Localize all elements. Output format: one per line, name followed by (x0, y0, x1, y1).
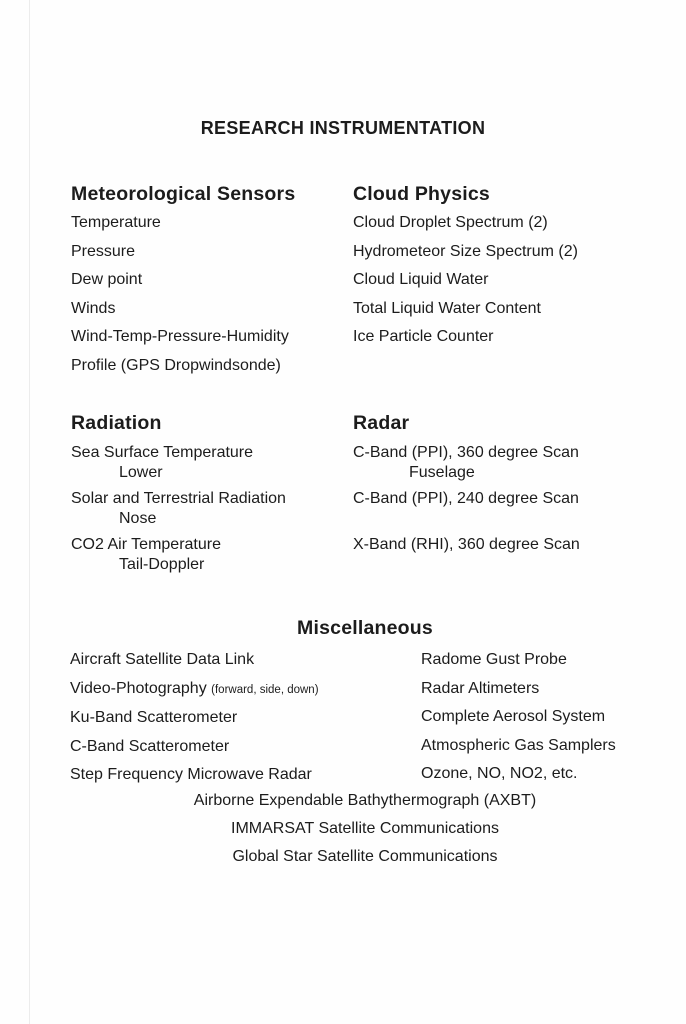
list-item: Wind-Temp-Pressure-Humidity (71, 328, 289, 345)
list-item (71, 489, 286, 529)
item-main: Solar and Terrestrial Radiation (71, 490, 286, 507)
video-note: (forward, side, down) (211, 683, 319, 696)
item-sub (353, 555, 580, 575)
item-sub: Tail-Doppler (119, 556, 205, 573)
item-sub: Fuselage (409, 464, 475, 481)
item-main: C-Band (PPI), 240 degree Scan (353, 490, 579, 507)
list-item: Total Liquid Water Content (353, 299, 541, 317)
list-item: Winds (71, 299, 116, 317)
list-item: Ku-Band Scatterometer (70, 709, 238, 726)
list-item: Airborne Expendable Bathythermograph (AXBT) (193, 792, 537, 809)
list-item: Global Star Satellite Communications (232, 848, 498, 865)
miscellaneous-left-list (70, 646, 319, 790)
radar-heading: Radar (353, 412, 410, 434)
list-item (353, 443, 580, 483)
miscellaneous-center-list (0, 787, 686, 871)
radiation-heading: Radiation (71, 412, 162, 434)
list-item (71, 443, 286, 483)
list-item (70, 675, 319, 705)
list-item: Cloud Droplet Spectrum (2) (353, 214, 548, 231)
list-item: Radome Gust Probe (421, 651, 567, 668)
miscellaneous-heading: Miscellaneous (297, 617, 433, 639)
list-item: Pressure (71, 242, 136, 260)
miscellaneous-right-list (421, 646, 616, 789)
list-item: Atmospheric Gas Samplers (421, 736, 616, 754)
item-main: CO2 Air Temperature (71, 536, 221, 553)
radar-section (353, 407, 580, 581)
meteorological-heading: Meteorological Sensors (71, 183, 296, 205)
cloud-physics-heading: Cloud Physics (353, 183, 490, 205)
list-item: Profile (GPS Dropwindsonde) (71, 356, 281, 374)
list-item: Dew point (71, 271, 143, 288)
list-item: Temperature (71, 214, 161, 231)
list-item: C-Band Scatterometer (70, 737, 230, 755)
list-item: Ozone, NO, NO2, etc. (421, 765, 578, 782)
list-item: Complete Aerosol System (421, 708, 606, 725)
list-item (71, 535, 286, 575)
list-item: Cloud Liquid Water (353, 271, 489, 288)
list-item (353, 535, 580, 575)
list-item: Radar Altimeters (421, 679, 540, 697)
list-item: IMMARSAT Satellite Communications (231, 820, 499, 837)
item-main: X-Band (RHI), 360 degree Scan (353, 536, 580, 553)
list-item: Hydrometeor Size Spectrum (2) (353, 242, 578, 260)
list-item: Aircraft Satellite Data Link (70, 651, 255, 668)
item-main: Video-Photography (70, 679, 207, 697)
item-sub (353, 509, 580, 529)
item-main: C-Band (PPI), 360 degree Scan (353, 444, 579, 461)
item-sub: Nose (119, 510, 157, 527)
item-main: Sea Surface Temperature (71, 444, 254, 461)
cloud-physics-section (353, 178, 578, 352)
item-sub: Lower (119, 464, 163, 481)
page-title: RESEARCH INSTRUMENTATION (200, 118, 486, 138)
list-item (353, 489, 580, 529)
radiation-section (71, 407, 286, 581)
list-item: Ice Particle Counter (353, 328, 494, 345)
meteorological-section (71, 178, 295, 380)
list-item: Step Frequency Microwave Radar (70, 766, 312, 783)
